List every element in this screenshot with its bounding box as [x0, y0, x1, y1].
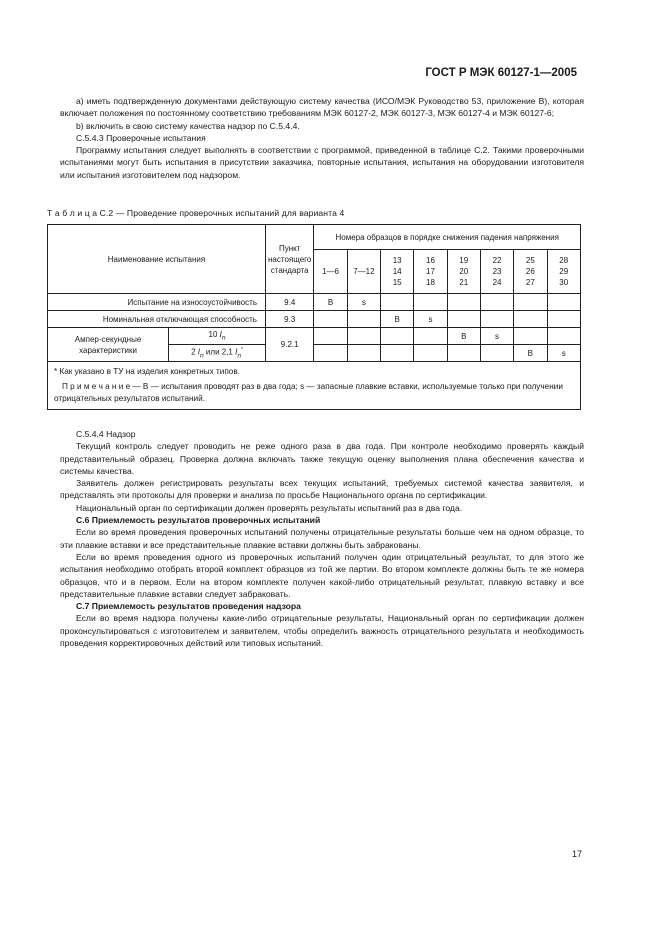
paragraph: Заявитель должен регистрировать результаты всех текущих испытаний, требуемых системой качества заявителя, и представлять эти протоколы для проверки и анализа по просьбе Национального органа по сертификации.	[60, 478, 584, 501]
sample-col: 13 14 15	[381, 250, 414, 294]
cell: s	[347, 294, 380, 311]
cell: s	[547, 345, 581, 362]
paragraph: Если во время проведения одного из проверочных испытаний получен один отрицательный результат, то для этого же испытания необходимо отобрать второй комплект образцов из той же партии. Во втором комплекте должны быть те же номера образцов, что и в первом. Если на втором комплекте получен какой-либо отрицательный результат, плавкую вставку и все представительные плавкие вставки следует забраковать.	[60, 551, 584, 599]
section-heading: С.6 Приемлемость результатов проверочных испытаний	[76, 515, 321, 526]
test-table	[47, 224, 581, 410]
header-clause: Пункт настоящего стандарта	[265, 225, 313, 294]
row-sub: 10 $I_n$	[169, 328, 266, 345]
cell: s	[480, 328, 513, 345]
paragraph: а) иметь подтвержденную документами действующую систему качества (ИСО/МЭК Руководство 53, приложение В), которая включает положения по постоянному соответствию требованиям МЭК 60127-2, МЭК 60127-3, МЭК 60127-4 и МЭК 60127-6;	[60, 96, 584, 119]
paragraph: Если во время проведения проверочных испытаний получены отрицательные результаты больше чем на одном образце, то эти плавкие вставки и все представительные плавкие вставки должны быть забракованы.	[60, 527, 584, 550]
section-heading: С.5.4.4 Надзор	[76, 429, 136, 439]
paragraph: b) включить в свою систему качества надзор по С.5.4.4.	[76, 120, 300, 131]
table-caption: Т а б л и ц а С.2 — Проведение проверочных испытаний для варианта 4	[47, 208, 345, 218]
cell: s	[414, 311, 447, 328]
sample-col: 19 20 21	[447, 250, 480, 294]
sample-col: 7—12	[347, 250, 380, 294]
cell: В	[314, 294, 347, 311]
row-clause: 9.2.1	[265, 328, 313, 362]
row-name: Номинальная отключающая способность	[48, 311, 266, 328]
paragraph: Программу испытания следует выполнять в соответствии с программой, приведенной в таблице С.2. Такими проверочными испытаниями могут быть испытания в присутствии заказчика, повторные испытания, испытания на оборудовании изготовителя или испытания изготовителем под надзором.	[60, 145, 584, 180]
document-header: ГОСТ Р МЭК 60127-1—2005	[425, 67, 577, 79]
header-samples: Номера образцов в порядке снижения падения напряжения	[314, 225, 581, 250]
paragraph: Национальный орган по сертификации должен проверять результаты испытаний раз в два года.	[76, 502, 463, 513]
row-clause: 9.3	[265, 311, 313, 328]
table-note: П р и м е ч а н и е — В — испытания проводят раз в два года; s — запасные плавкие вставки, используемые только при получении отрицательных результатов испытаний.	[54, 382, 563, 403]
row-name: Испытание на износоустойчивость	[48, 294, 266, 311]
footnote: * Как указано в ТУ на изделия конкретных типов.	[54, 367, 240, 376]
intro-text	[60, 95, 584, 181]
sample-col: 1—6	[314, 250, 347, 294]
cell: В	[514, 345, 547, 362]
sample-col: 16 17 18	[414, 250, 447, 294]
sample-col: 25 26 27	[514, 250, 547, 294]
section-heading: С.7 Приемлемость результатов проведения надзора	[76, 601, 301, 612]
main-text	[60, 428, 584, 649]
cell: В	[381, 311, 414, 328]
header-test-name: Наименование испытания	[48, 225, 266, 294]
page-number: 17	[572, 849, 583, 859]
row-clause: 9.4	[265, 294, 313, 311]
sample-col: 22 23 24	[480, 250, 513, 294]
row-name: Ампер-секундные характеристики	[48, 328, 169, 362]
paragraph: Если во время надзора получены какие-либо отрицательные результаты, Национальный орган по сертификации должен проконсультироваться с изготовителем и заявителем, чтобы определить важность отрицательного результата и необходимость проведения корректировочных действий или типовых испытаний.	[60, 613, 584, 649]
row-sub: 2 $I_n$ или 2,1 $I_n^*$	[169, 345, 266, 362]
table-footnote	[48, 362, 581, 410]
paragraph: Текущий контроль следует проводить не реже одного раза в два года. При контроле необходимо проверять каждый представительный образец. Проверка должна включать также текущую оценку выполнения плана обеспечения качества и системы качества.	[60, 441, 584, 476]
sample-col: 28 29 30	[547, 250, 581, 294]
cell: В	[447, 328, 480, 345]
section-heading: С.5.4.3 Проверочные испытания	[76, 132, 206, 143]
